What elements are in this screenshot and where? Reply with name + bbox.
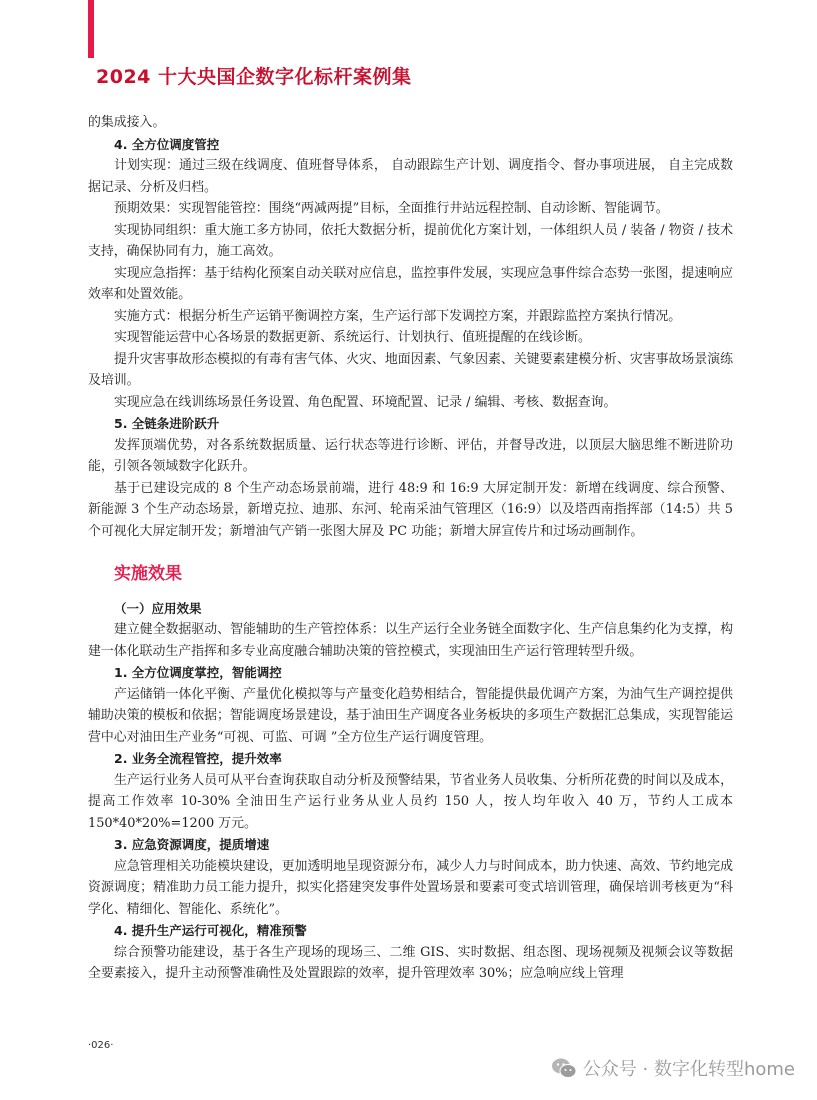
document-body: [88, 112, 733, 985]
paragraph: 生产运行业务人员可从平台查询获取自动分析及预警结果，节省业务人员收集、分析所花费的时间以及成本，提高工作效率 10-30% 全油田生产运行业务从业人员约 150 人，按人均年收入 40 万，节约人工成本 150*40*20%=1200 万元。: [88, 772, 733, 831]
paragraph: 计划实现：通过三级在线调度、值班督导体系， 自动跟踪生产计划、调度指令、督办事项进展， 自主完成数据记录、分析及归档。: [88, 158, 733, 195]
watermark: [551, 1055, 795, 1081]
subheading: 1. 全方位调度掌控，智能调控: [114, 665, 282, 680]
section-heading: 实施效果: [114, 564, 182, 584]
subheading: 3. 应急资源调度，提质增速: [114, 837, 270, 852]
paragraph: 应急管理相关功能模块建设，更加透明地呈现资源分布，减少人力与时间成本，助力快速、高效、节约地完成资源调度；精准助力员工能力提升，拟实化搭建突发事件处置场景和要素可变式培训管理，确保培训考核更为“科学化、精细化、智能化、系统化”。: [88, 858, 733, 917]
subheading: 2. 业务全流程管控，提升效率: [114, 751, 282, 766]
subheading: 5. 全链条进阶跃升: [114, 416, 220, 431]
paragraph: 预期效果：实现智能管控：围绕“两减两提”目标，全面推行井站远程控制、自动诊断、智能调节。: [114, 201, 669, 216]
watermark-text: 公众号 · 数字化转型home: [582, 1059, 795, 1080]
paragraph: 提升灾害事故形态模拟的有毒有害气体、火灾、地面因素、气象因素、关键要素建模分析、灾害事故场景演练及培训。: [88, 351, 733, 388]
paragraph: 实现应急在线训练场景任务设置、角色配置、环境配置、记录 / 编辑、考核、数据查询。: [114, 394, 617, 410]
paragraph: 实现应急指挥：基于结构化预案自动关联对应信息，监控事件发展，实现应急事件综合态势一张图，提速响应效率和处置效能。: [88, 265, 733, 302]
paragraph: 实施方式：根据分析生产运销平衡调控方案，生产运行部下发调控方案，并跟踪监控方案执行情况。: [114, 308, 682, 324]
paragraph: 基于已建设完成的 8 个生产动态场景前端，进行 48:9 和 16:9 大屏定制开发：新增在线调度、综合预警、新能源 3 个生产动态场景，新增克拉、迪那、东河、轮南采油气管理区（16:9）以及塔西南指挥部（14:5）共 5 个可视化大屏定制开发；新增油气产销一张图大屏及 PC 功能；新增大屏宣传片和过场动画制作。: [88, 480, 733, 539]
paragraph: 综合预警功能建设，基于各生产现场的现场三、二维 GIS、实时数据、组态图、现场视频及视频会议等数据全要素接入，提升主动预警准确性及处置跟踪的效率，提升管理效率 30%；应急响应线上管理: [88, 944, 733, 981]
paragraph: 实现智能运营中心各场景的数据更新、系统运行、计划执行、值班提醒的在线诊断。: [114, 330, 591, 345]
subheading: （一）应用效果: [114, 600, 202, 616]
paragraph: 实现协同组织：重大施工多方协同，依托大数据分析，提前优化方案计划，一体组织人员 / 装备 / 物资 / 技术支持，确保协同有力，施工高效。: [88, 222, 733, 259]
page-header-title: 2024 十大央国企数字化标杆案例集: [96, 66, 412, 88]
subheading: 4. 提升生产运行可视化，精准预警: [114, 923, 307, 938]
wechat-icon: [551, 1057, 577, 1079]
paragraph: 的集成接入。: [88, 115, 166, 130]
page-number: ·026·: [88, 1040, 114, 1051]
paragraph: 建立健全数据驱动、智能辅助的生产管控体系：以生产运行全业务链全面数字化、生产信息集约化为支撑，构建一体化联动生产指挥和多专业高度融合辅助决策的管控模式，实现油田生产运行管理转型升级。: [88, 622, 733, 659]
header-accent-bar: [88, 0, 94, 58]
paragraph: 产运储销一体化平衡、产量优化模拟等与产量变化趋势相结合，智能提供最优调产方案，为油气生产调控提供辅助决策的模板和依据；智能调度场景建设，基于油田生产调度各业务板块的多项生产数据汇总集成，实现智能运营中心对油田生产业务“可视、可监、可调 ”全方位生产运行调度管理。: [88, 686, 733, 745]
paragraph: 发挥顶端优势，对各系统数据质量、运行状态等进行诊断、评估，并督导改进，以顶层大脑思维不断进阶功能，引领各领域数字化跃升。: [88, 437, 733, 474]
subheading: 4. 全方位调度管控: [114, 136, 220, 152]
